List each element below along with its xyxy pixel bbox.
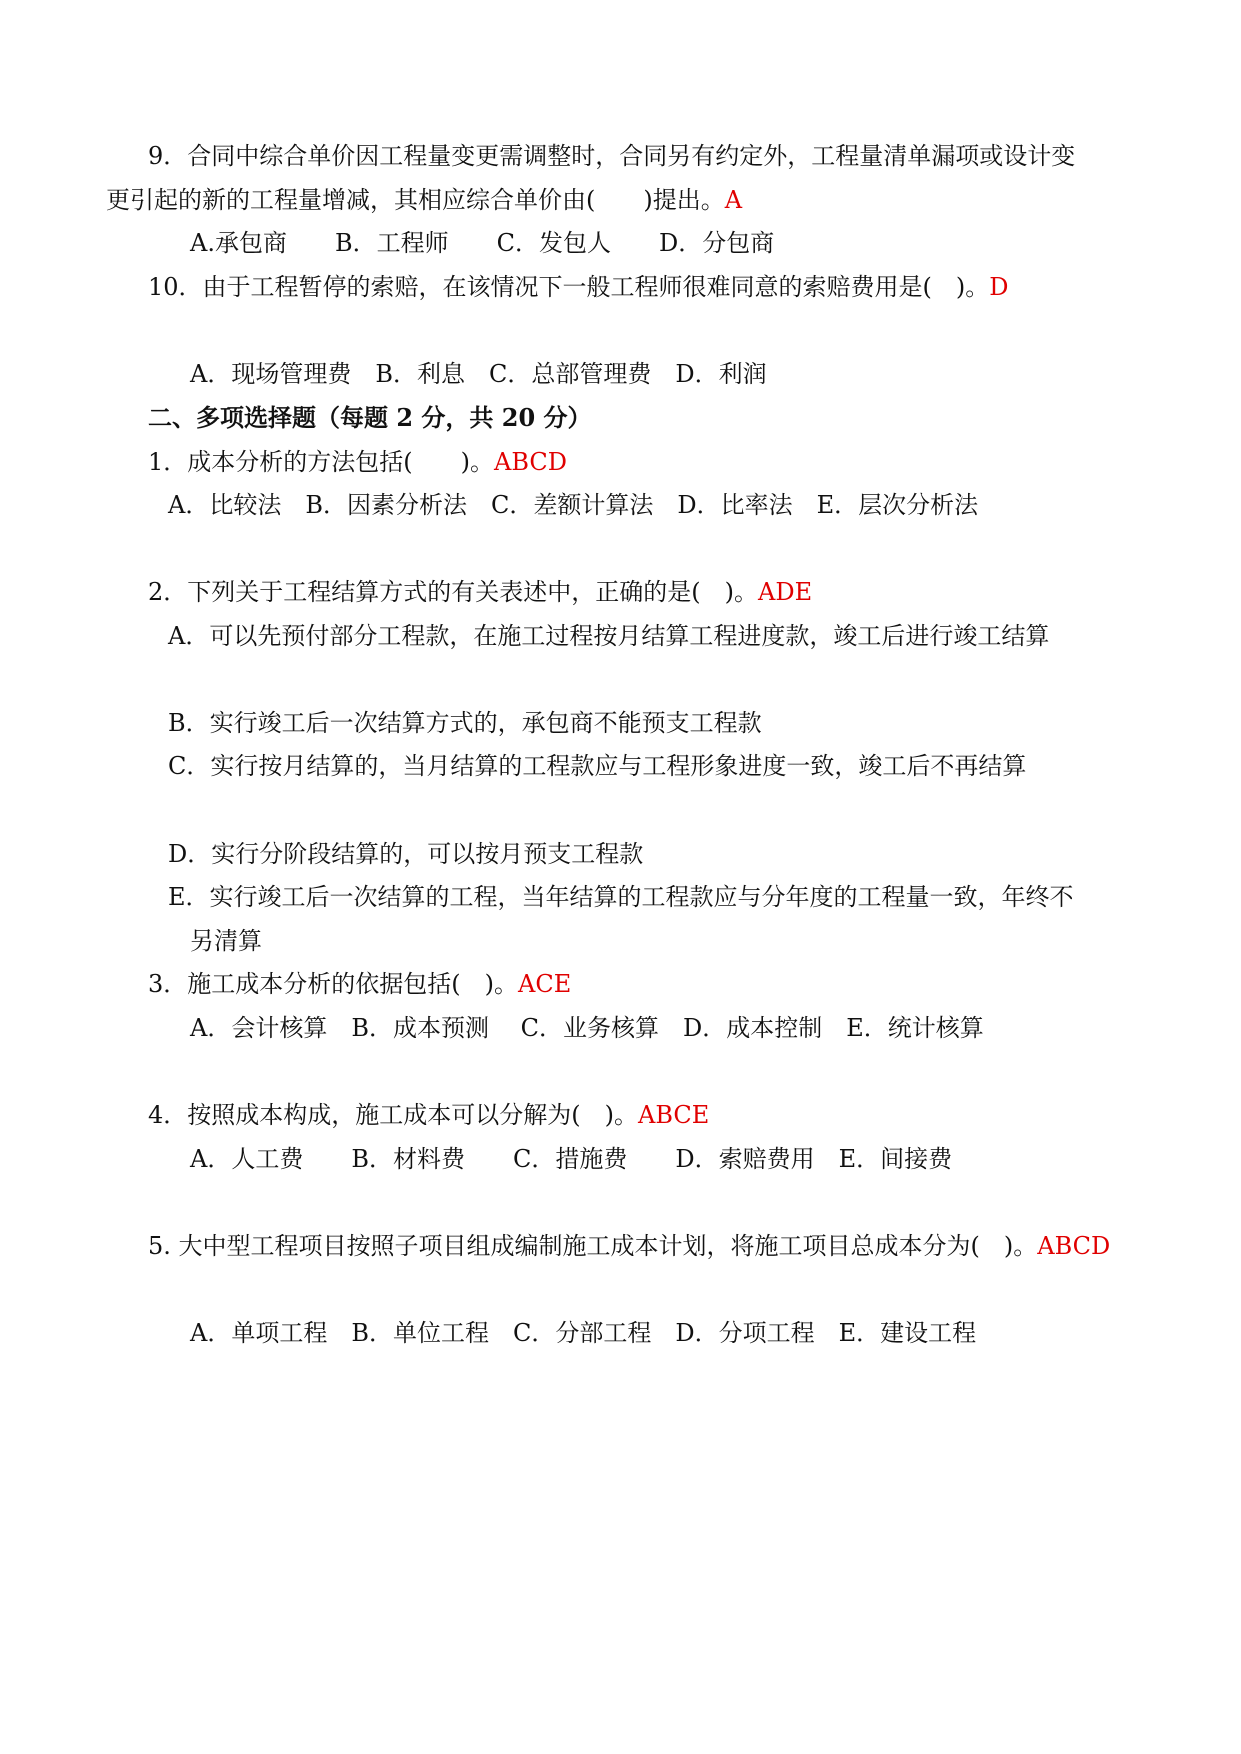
mq5-options: A．单项工程 B．单位工程 C．分部工程 D．分项工程 E．建设工程 — [190, 1319, 977, 1347]
question-9-line-1: 9．合同中综合单价因工程量变更需调整时，合同另有约定外，工程量清单漏项或设计变 — [148, 142, 1076, 170]
question-9-answer: A — [724, 186, 743, 214]
mq5-stem — [148, 1230, 1110, 1262]
mq2-stem — [148, 576, 812, 608]
question-10-answer: D — [989, 273, 1009, 301]
mq4-options: A．人工费 B．材料费 C．措施费 D．索赔费用 E．间接费 — [190, 1145, 953, 1173]
mq1-stem-text: 1．成本分析的方法包括( )。 — [148, 448, 494, 476]
mq2-answer: ADE — [758, 578, 813, 606]
mq2-option-b: B．实行竣工后一次结算方式的，承包商不能预支工程款 — [168, 709, 762, 737]
mq3-answer: ACE — [518, 970, 572, 998]
mq2-option-a: A．可以先预付部分工程款，在施工过程按月结算工程进度款，竣工后进行竣工结算 — [168, 622, 1050, 650]
mq5-stem-text: 5. 大中型工程项目按照子项目组成编制施工成本计划，将施工项目总成本分为( )。 — [148, 1232, 1038, 1260]
question-9-line-2 — [106, 184, 742, 216]
mq4-stem-text: 4．按照成本构成，施工成本可以分解为( )。 — [148, 1101, 638, 1129]
mq3-stem — [148, 968, 571, 1000]
question-9-options: A.承包商 B．工程师 C．发包人 D．分包商 — [190, 229, 775, 257]
mq5-answer: ABCD — [1037, 1232, 1111, 1260]
question-9-stem-end: 更引起的新的工程量增减，其相应综合单价由( )提出。 — [106, 186, 725, 214]
mq2-stem-text: 2．下列关于工程结算方式的有关表述中，正确的是( )。 — [148, 578, 758, 606]
mq4-answer: ABCE — [638, 1101, 710, 1129]
mq2-option-c: C．实行按月结算的，当月结算的工程款应与工程形象进度一致，竣工后不再结算 — [168, 752, 1027, 780]
mq2-option-d: D．实行分阶段结算的，可以按月预支工程款 — [168, 840, 644, 868]
mq1-options: A．比较法 B．因素分析法 C．差额计算法 D．比率法 E．层次分析法 — [168, 491, 979, 519]
mq2-option-e-line-2: 另清算 — [190, 927, 262, 955]
mq3-options: A．会计核算 B．成本预测 C．业务核算 D．成本控制 E．统计核算 — [190, 1014, 984, 1042]
mq1-answer: ABCD — [494, 448, 568, 476]
mq2-option-e-line-1: E．实行竣工后一次结算的工程，当年结算的工程款应与分年度的工程量一致，年终不 — [168, 883, 1074, 911]
question-10-options: A．现场管理费 B．利息 C．总部管理费 D．利润 — [190, 360, 767, 388]
mq3-stem-text: 3．施工成本分析的依据包括( )。 — [148, 970, 518, 998]
section-2-heading: 二、多项选择题（每题 2 分，共 20 分） — [148, 403, 592, 432]
mq4-stem — [148, 1099, 709, 1131]
question-10-stem-text: 10．由于工程暂停的索赔，在该情况下一般工程师很难同意的索赔费用是( )。 — [148, 273, 990, 301]
mq1-stem — [148, 446, 567, 478]
question-10-stem — [148, 271, 1009, 303]
